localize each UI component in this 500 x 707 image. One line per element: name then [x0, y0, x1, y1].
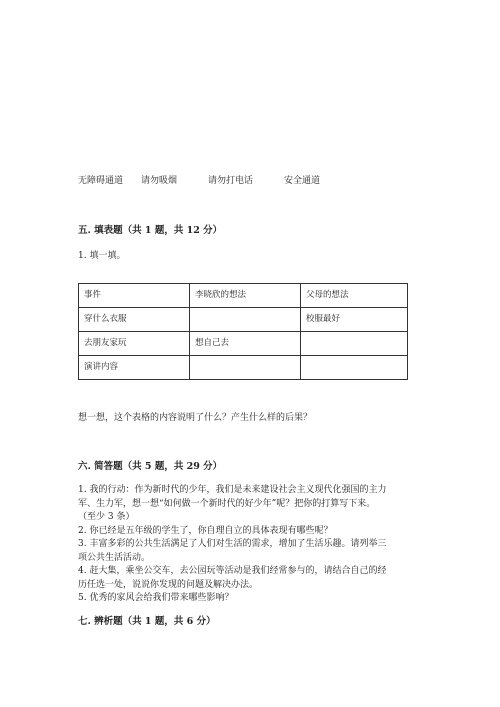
- table-cell: 事件: [79, 284, 190, 308]
- table-cell[interactable]: [190, 356, 301, 380]
- table-cell[interactable]: [301, 332, 408, 356]
- table-cell: 演讲内容: [79, 356, 190, 380]
- sign-label: 请勿吸烟: [141, 176, 178, 186]
- sign-label: 无障碍通道: [78, 176, 124, 186]
- table-row: [79, 284, 408, 308]
- fill-in-table: [78, 283, 408, 380]
- question-line: 项公共生活活动。: [78, 552, 151, 563]
- table-cell: 父母的想法: [301, 284, 408, 308]
- table-row: [79, 308, 408, 332]
- table-cell: 校服最好: [301, 308, 408, 332]
- section-5-title: 五. 填表题（共 1 题，共 12 分）: [78, 225, 223, 236]
- question-1: 1. 填一填。: [78, 251, 126, 261]
- table-cell[interactable]: [301, 356, 408, 380]
- table-cell[interactable]: [190, 308, 301, 332]
- table-cell: 李晓欣的想法: [190, 284, 301, 308]
- question-line: 5. 优秀的家风会给我们带来哪些影响？: [78, 593, 234, 603]
- table-followup-question: 想一想，这个表格的内容说明了什么？产生什么样的后果？: [78, 413, 313, 423]
- short-answer-questions: [78, 484, 438, 606]
- table-cell: 穿什么衣服: [79, 308, 190, 332]
- table-cell: 想自己去: [190, 332, 301, 356]
- sign-label: 安全通道: [284, 176, 321, 186]
- question-line: （至少 3 条）: [78, 512, 135, 522]
- table-row: [79, 356, 408, 380]
- question-line: 2. 你已经是五年级的学生了，你自理自立的具体表现有哪些呢？: [78, 525, 333, 536]
- section-7-title: 七. 辨析题（共 1 题，共 6 分）: [78, 616, 216, 627]
- section-6-title: 六. 简答题（共 5 题，共 29 分）: [78, 461, 223, 472]
- question-line: 3. 丰富多彩的公共生活满足了人们对生活的需求，增加了生活乐趣。请列举三: [78, 539, 387, 549]
- sign-label: 请勿打电话: [208, 176, 254, 186]
- question-line: 历任选一处，说说你发现的问题及解决办法。: [78, 579, 259, 590]
- question-line: 军、生力军，想一想“如何做一个新时代的好少年”呢？把你的打算写下来。: [78, 498, 376, 509]
- question-line: 1. 我的行动：作为新时代的少年，我们是未来建设社会主义现代化强国的主力: [78, 485, 387, 495]
- table-cell: 去朋友家玩: [79, 332, 190, 356]
- table-row: [79, 332, 408, 356]
- question-line: 4. 赶大集，乘坐公交车，去公园玩等活动是我们经常参与的，请结合自己的经: [78, 566, 387, 576]
